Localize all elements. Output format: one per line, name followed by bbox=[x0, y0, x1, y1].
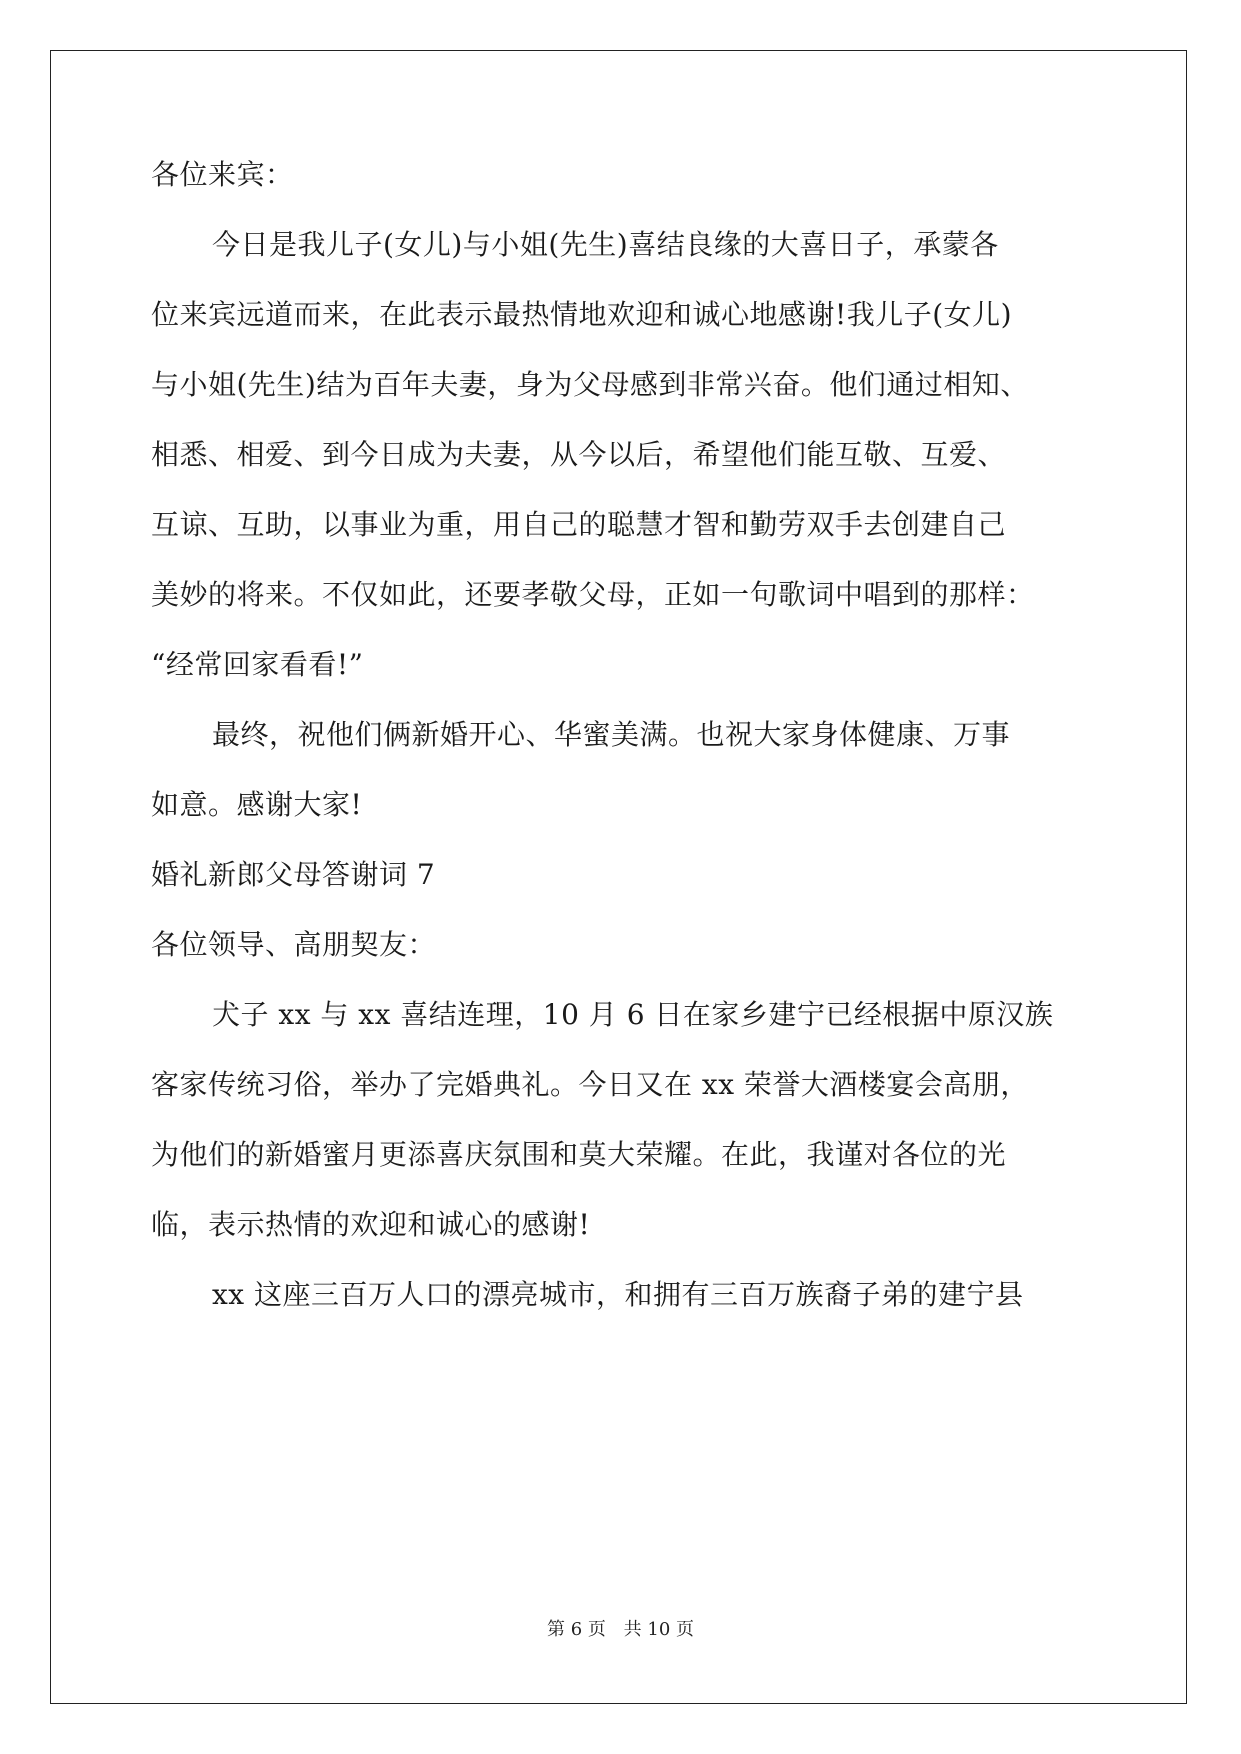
paragraph-line: “经常回家看看!” bbox=[151, 648, 364, 681]
paragraph-line: 位来宾远道而来，在此表示最热情地欢迎和诚心地感谢!我儿子(女儿) bbox=[151, 298, 1013, 331]
paragraph-line: 相悉、相爱、到今日成为夫妻，从今以后，希望他们能互敬、互爱、 bbox=[151, 438, 1007, 471]
paragraph-line: 美妙的将来。不仅如此，还要孝敬父母，正如一句歌词中唱到的那样： bbox=[151, 578, 1035, 611]
paragraph-line: 临，表示热情的欢迎和诚心的感谢! bbox=[151, 1208, 591, 1241]
page-footer bbox=[0, 1618, 1241, 1642]
page-number: 第 6 页 bbox=[547, 1619, 606, 1640]
paragraph-line: xx 这座三百万人口的漂亮城市，和拥有三百万族裔子弟的建宁县 bbox=[212, 1278, 1024, 1311]
paragraph-line: 犬子 xx 与 xx 喜结连理，10 月 6 日在家乡建宁已经根据中原汉族 bbox=[212, 998, 1054, 1031]
paragraph-line: 互谅、互助，以事业为重，用自己的聪慧才智和勤劳双手去创建自己 bbox=[151, 508, 1007, 541]
paragraph-line: 为他们的新婚蜜月更添喜庆氛围和莫大荣耀。在此，我谨对各位的光 bbox=[151, 1138, 1007, 1171]
salutation: 各位来宾： bbox=[151, 158, 294, 191]
section-heading: 婚礼新郎父母答谢词 7 bbox=[151, 858, 436, 891]
salutation: 各位领导、高朋契友： bbox=[151, 928, 437, 961]
paragraph-line: 如意。感谢大家! bbox=[151, 788, 363, 821]
paragraph-line: 最终，祝他们俩新婚开心、华蜜美满。也祝大家身体健康、万事 bbox=[212, 718, 1011, 751]
paragraph-line: 与小姐(先生)结为百年夫妻，身为父母感到非常兴奋。他们通过相知、 bbox=[151, 368, 1029, 401]
page-total: 共 10 页 bbox=[623, 1619, 694, 1640]
paragraph-line: 客家传统习俗，举办了完婚典礼。今日又在 xx 荣誉大酒楼宴会高朋， bbox=[151, 1068, 1029, 1101]
paragraph-line: 今日是我儿子(女儿)与小姐(先生)喜结良缘的大喜日子，承蒙各 bbox=[212, 228, 999, 261]
